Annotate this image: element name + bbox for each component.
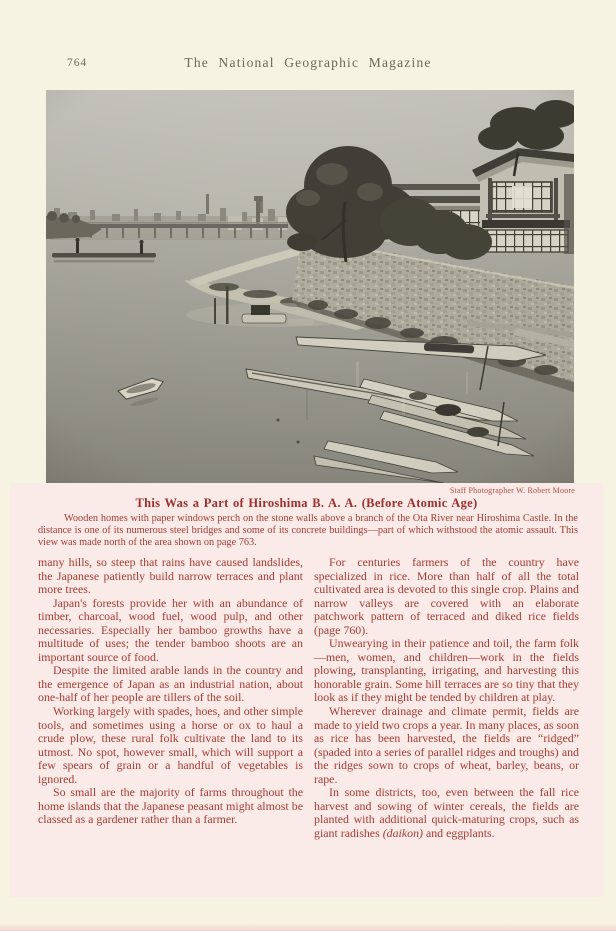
body-paragraph: Despite the limited arable lands in the country and the emergence of Japan as an industrial nation, about one-half of her people are tillers of the soil. [38,663,303,705]
body-paragraph: So small are the majority of farms throughout the home islands that the Japanese peasant might almost be classed as a gardener rather than a farmer. [38,785,303,827]
body-paragraph: Wherever drainage and climate permit, fields are made to yield two crops a year. In many places, as soon as rice has been harvested, the fields are “ridged” (spaded into a series of parallel ridges and troughs) and the ridges sown to crops of wheat, barley, beans, or rape. [314,704,579,786]
caption-title: This Was a Part of Hiroshima B. A. A. (Before Atomic Age) [135,496,478,510]
right-column [314,556,579,840]
body-paragraph: For centuries farmers of the country have specialized in rice. More than half of all the total cultivated area is devoted to this single crop. Plains and narrow valleys are covered with an elaborate patchwork pattern of terraced and diked rice fields (page 760). [314,555,579,637]
body-columns [38,556,579,840]
hiroshima-photo [46,90,574,483]
photo-vignette [46,90,574,483]
body-paragraph: Japan's forests provide her with an abundance of timber, charcoal, wood fuel, wood pulp, and other necessaries. Especially her bamboo growths have a multitude of uses; the tender bamboo shoots are an important source of food. [38,595,303,664]
caption-body: Wooden homes with paper windows perch on the stone walls above a branch of the Ota River near Hiroshima Castle. In the distance is one of its numerous steel bridges and some of its concrete buildings—part of which withstood the atomic assault. This view was made north of the area shown on page 763. [38,513,578,548]
left-column [38,556,303,840]
page-number: 764 [67,57,88,69]
body-paragraph: Unwearying in their patience and toil, the farm folk—men, women, and children—work in the fields plowing, transplanting, irrigating, and harvesting this honorable grain. Some hill terraces are so tiny that they look as if they might be tended by children at play. [314,636,579,705]
body-paragraph: Working largely with spades, hoes, and other simple tools, and sometimes using a horse or ox to haul a crude plow, these rural folk cultivate the land to its utmost. No spot, however small, which will support a few spears of grain or a handful of vegetables is ignored. [38,704,303,786]
caption-and-text-region [10,483,603,897]
photo-credit: Staff Photographer W. Robert Moore [449,486,575,495]
body-paragraph: many hills, so steep that rains have caused landslides, the Japanese patiently build narrow terraces and plant more trees. [38,555,303,597]
magazine-title: The National Geographic Magazine [184,55,432,70]
body-paragraph: In some districts, too, even between the fall rice harvest and sowing of winter cereals, the fields are planted with additional quick-maturing crops, such as giant radishes (daikon) and eggplants. [314,785,579,840]
photo-illustration [46,90,574,483]
page-bottom-tint [0,923,616,931]
